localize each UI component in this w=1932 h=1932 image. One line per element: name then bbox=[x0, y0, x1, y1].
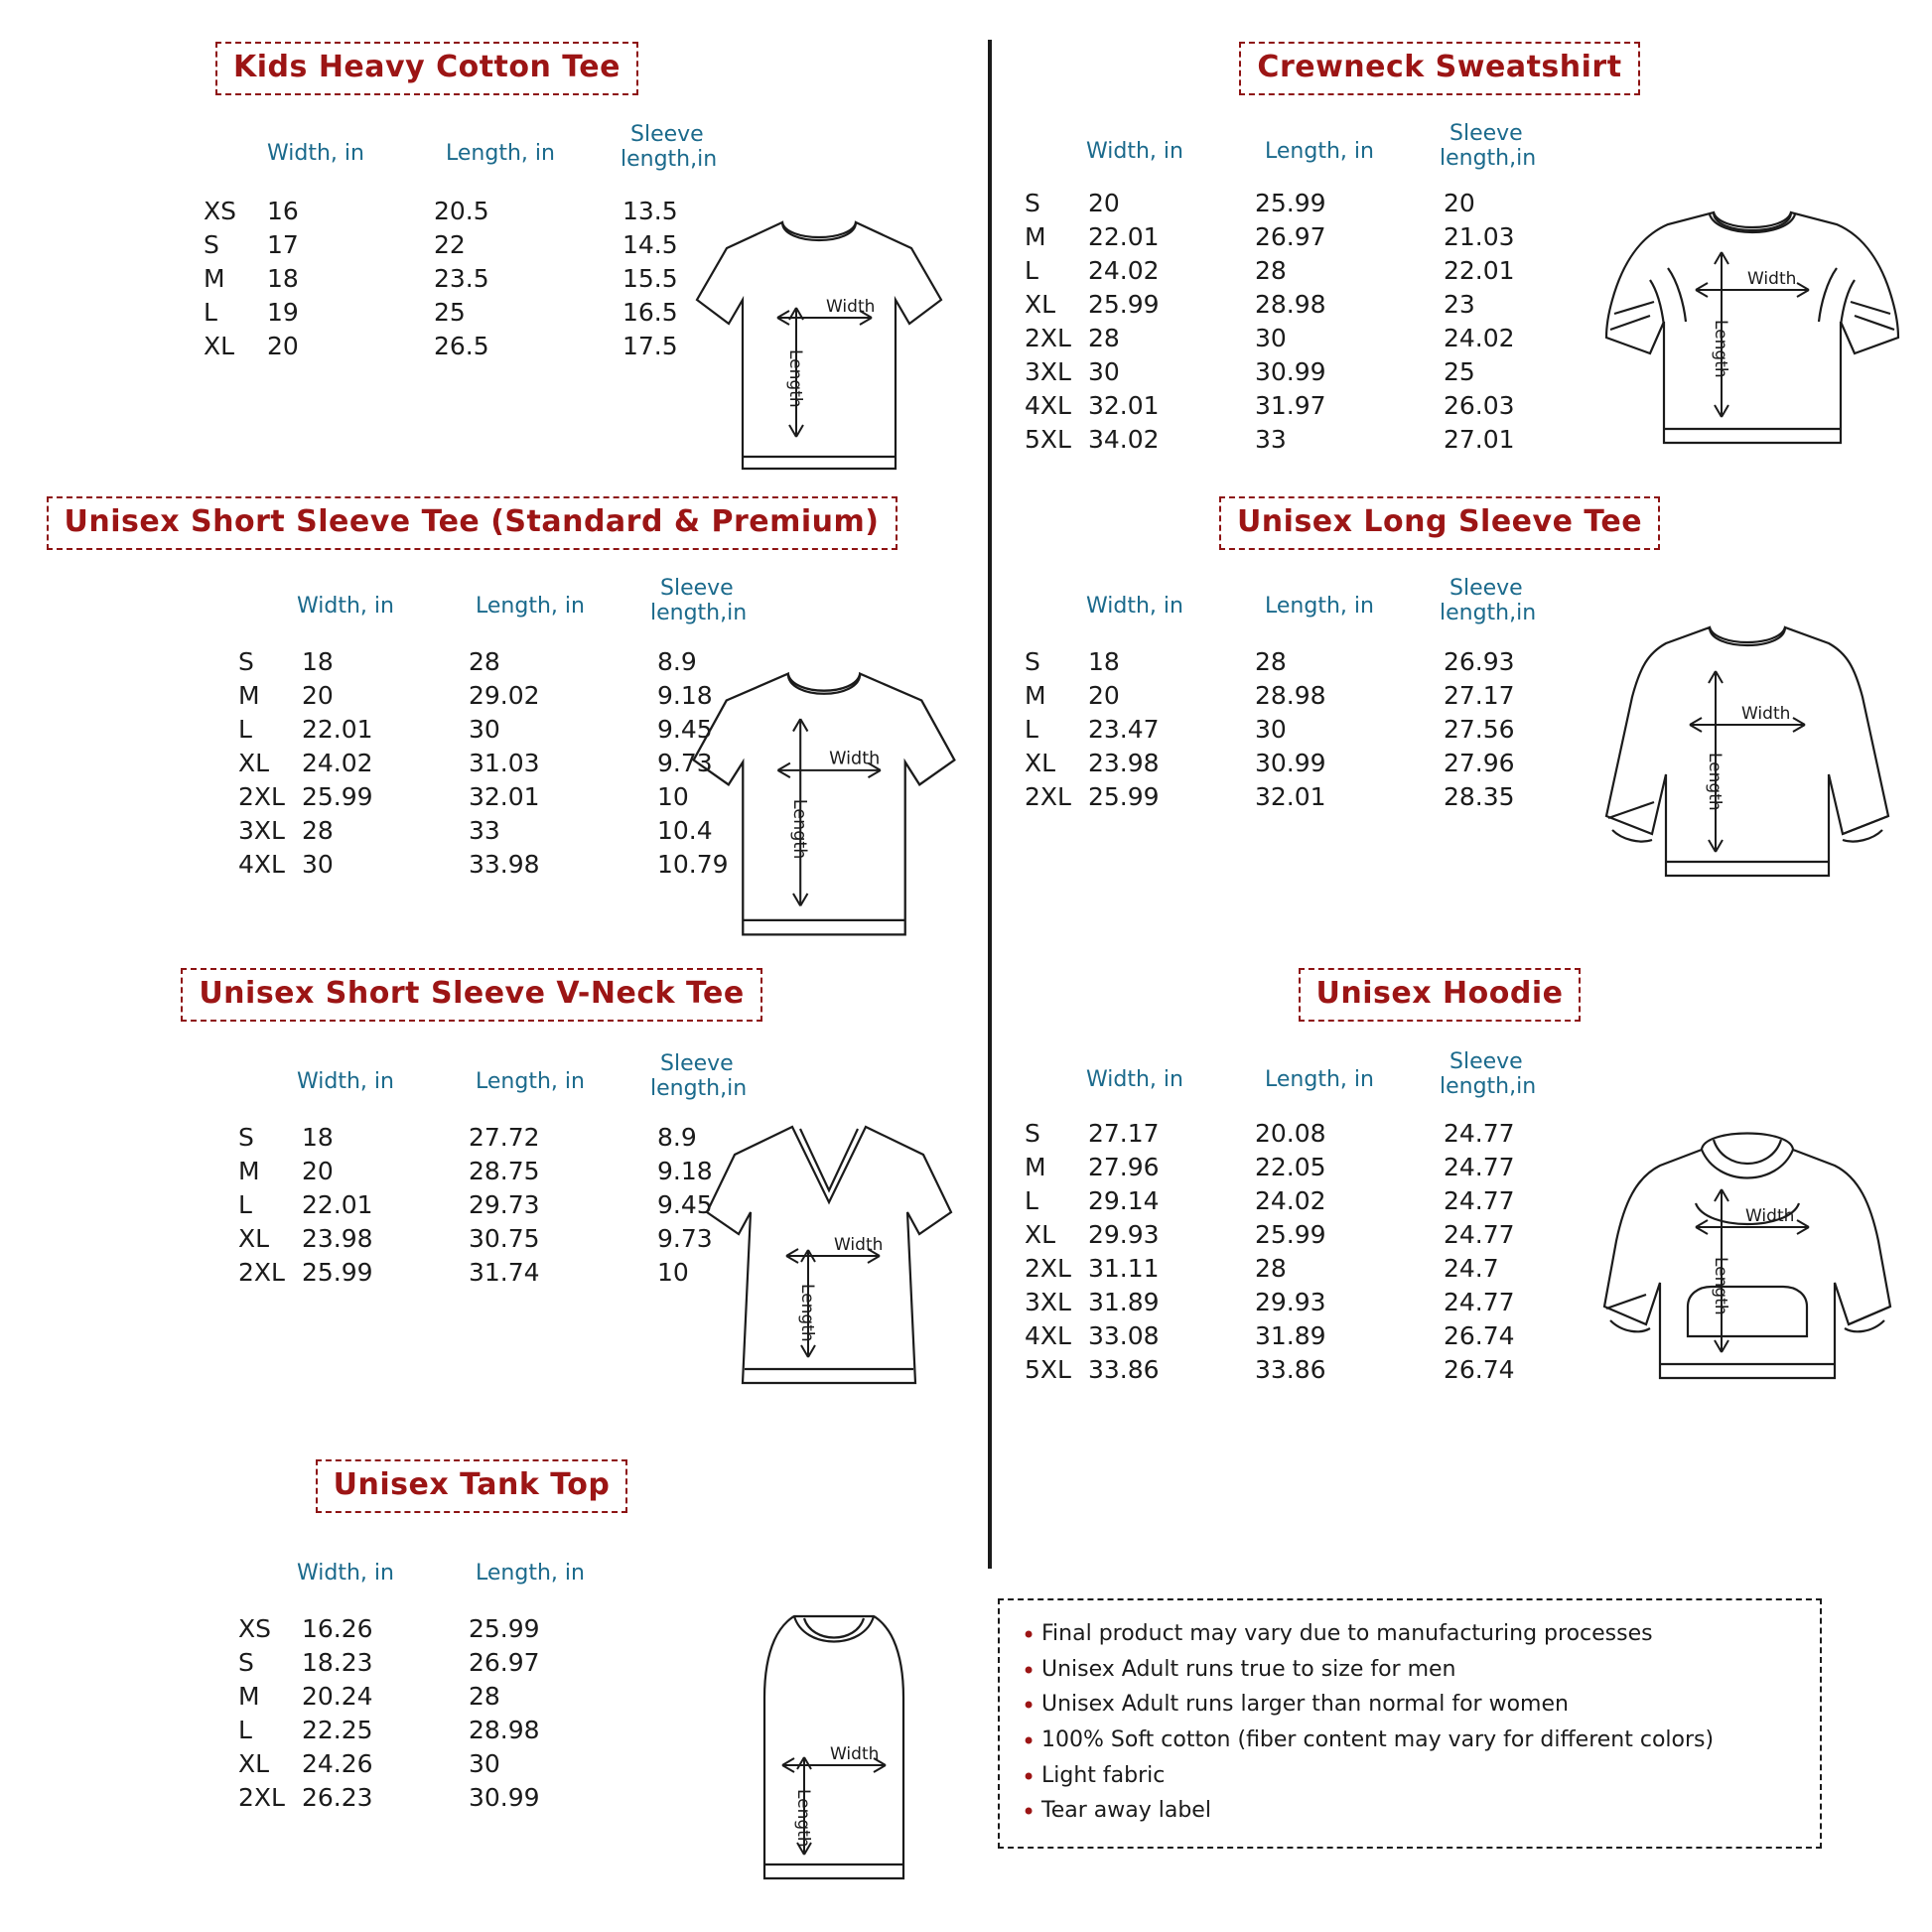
cell-sleeve: 27.96 bbox=[1444, 749, 1515, 777]
cell-length: 33 bbox=[469, 816, 500, 845]
cell-length: 25.99 bbox=[469, 1614, 540, 1643]
cell-size: XS bbox=[238, 1614, 271, 1643]
cell-size: 5XL bbox=[1025, 1355, 1071, 1384]
cell-width: 19 bbox=[267, 298, 299, 327]
garment-illustration-tank bbox=[725, 1598, 943, 1896]
cell-size: M bbox=[204, 264, 225, 293]
cell-width: 33.08 bbox=[1088, 1321, 1160, 1350]
table-row bbox=[1025, 423, 1515, 457]
cell-length: 26.97 bbox=[1255, 222, 1326, 251]
col-header-sleeve-1: Sleeve bbox=[1449, 1049, 1523, 1074]
col-header-sleeve-2: length,in bbox=[1440, 146, 1537, 171]
cell-width: 20 bbox=[1088, 189, 1120, 217]
col-header-width: Width, in bbox=[297, 1069, 394, 1094]
label-width: Width bbox=[1747, 269, 1797, 289]
size-table-unisex-long-sleeve-tee bbox=[1025, 645, 1515, 814]
table-row bbox=[238, 679, 729, 713]
cell-sleeve: 27.17 bbox=[1444, 681, 1515, 710]
table-row bbox=[1025, 355, 1515, 389]
table-row bbox=[1025, 389, 1515, 423]
cell-width: 32.01 bbox=[1088, 391, 1160, 420]
cell-width: 23.47 bbox=[1088, 715, 1160, 744]
table-header bbox=[273, 572, 829, 633]
cell-size: XL bbox=[204, 332, 235, 360]
table-row bbox=[1025, 187, 1515, 220]
cell-size: 3XL bbox=[1025, 1288, 1071, 1316]
table-row bbox=[204, 262, 678, 296]
table-row bbox=[238, 1256, 713, 1290]
size-table-unisex-tank-top bbox=[238, 1612, 657, 1815]
cell-length: 30 bbox=[469, 1749, 500, 1778]
cell-width: 33.86 bbox=[1088, 1355, 1160, 1384]
cell-sleeve: 9.18 bbox=[657, 681, 713, 710]
table-row bbox=[238, 848, 729, 882]
cell-length: 25.99 bbox=[1255, 189, 1326, 217]
cell-size: L bbox=[204, 298, 217, 327]
cell-sleeve: 16.5 bbox=[622, 298, 678, 327]
col-header-sleeve-2: length,in bbox=[621, 147, 718, 172]
table-row bbox=[1025, 1353, 1515, 1387]
cell-size: 2XL bbox=[1025, 782, 1071, 811]
col-header-length: Length, in bbox=[476, 594, 585, 619]
size-table-unisex-short-sleeve-v-neck-tee bbox=[238, 1121, 713, 1290]
table-row bbox=[1025, 1319, 1515, 1353]
label-width: Width bbox=[1741, 704, 1791, 724]
cell-width: 22.01 bbox=[1088, 222, 1160, 251]
cell-length: 28 bbox=[1255, 256, 1287, 285]
cell-sleeve: 27.56 bbox=[1444, 715, 1515, 744]
cell-size: 4XL bbox=[1025, 391, 1071, 420]
cell-size: XL bbox=[238, 1749, 270, 1778]
col-header-length: Length, in bbox=[1265, 139, 1374, 164]
cell-length: 26.97 bbox=[469, 1648, 540, 1677]
cell-size: S bbox=[204, 230, 219, 259]
cell-length: 30 bbox=[469, 715, 500, 744]
table-row bbox=[238, 1188, 713, 1222]
size-table-crewneck-sweatshirt bbox=[1025, 187, 1515, 457]
cell-length: 24.02 bbox=[1255, 1186, 1326, 1215]
table-row bbox=[238, 713, 729, 747]
cell-width: 22.25 bbox=[302, 1716, 373, 1744]
cell-length: 30.99 bbox=[469, 1783, 540, 1812]
cell-sleeve: 28.35 bbox=[1444, 782, 1515, 811]
cell-size: M bbox=[238, 1682, 260, 1711]
cell-sleeve: 24.77 bbox=[1444, 1153, 1515, 1181]
cell-length: 28 bbox=[1255, 647, 1287, 676]
cell-sleeve: 24.02 bbox=[1444, 324, 1515, 352]
table-row bbox=[204, 195, 678, 228]
cell-size: M bbox=[238, 681, 260, 710]
col-header-sleeve-1: Sleeve bbox=[1449, 121, 1523, 146]
cell-sleeve: 17.5 bbox=[622, 332, 678, 360]
col-header-sleeve-1: Sleeve bbox=[1449, 576, 1523, 601]
cell-sleeve: 26.74 bbox=[1444, 1355, 1515, 1384]
cell-sleeve: 9.73 bbox=[657, 749, 713, 777]
garment-illustration-tshirt bbox=[675, 201, 963, 488]
cell-sleeve: 14.5 bbox=[622, 230, 678, 259]
table-row bbox=[1025, 1218, 1515, 1252]
col-header-length: Length, in bbox=[476, 1561, 585, 1586]
table-row bbox=[238, 1714, 657, 1747]
cell-sleeve: 24.77 bbox=[1444, 1119, 1515, 1148]
cell-length: 31.89 bbox=[1255, 1321, 1326, 1350]
cell-size: 4XL bbox=[1025, 1321, 1071, 1350]
col-header-width: Width, in bbox=[267, 141, 364, 166]
table-row bbox=[238, 1155, 713, 1188]
cell-size: 3XL bbox=[1025, 357, 1071, 386]
cell-width: 24.26 bbox=[302, 1749, 373, 1778]
note-item: • Final product may vary due to manufacturing processes bbox=[1022, 1616, 1800, 1652]
table-row bbox=[238, 645, 729, 679]
cell-length: 28.98 bbox=[469, 1716, 540, 1744]
cell-length: 32.01 bbox=[1255, 782, 1326, 811]
table-row bbox=[1025, 747, 1515, 780]
garment-illustration-tshirt bbox=[675, 655, 973, 953]
cell-sleeve: 26.74 bbox=[1444, 1321, 1515, 1350]
col-header-sleeve-2: length,in bbox=[1440, 1074, 1537, 1099]
cell-length: 25 bbox=[434, 298, 466, 327]
table-row bbox=[1025, 220, 1515, 254]
col-header-width: Width, in bbox=[1086, 139, 1183, 164]
section-unisex-long-sleeve-tee bbox=[1003, 496, 1926, 963]
cell-width: 18 bbox=[302, 1123, 334, 1152]
cell-size: S bbox=[238, 1648, 254, 1677]
garment-illustration-sweatshirt bbox=[1588, 181, 1916, 469]
table-row bbox=[1025, 713, 1515, 747]
cell-sleeve: 26.03 bbox=[1444, 391, 1515, 420]
cell-width: 25.99 bbox=[302, 782, 373, 811]
cell-width: 23.98 bbox=[302, 1224, 373, 1253]
col-header-width: Width, in bbox=[297, 1561, 394, 1586]
cell-size: L bbox=[1025, 715, 1038, 744]
cell-length: 23.5 bbox=[434, 264, 489, 293]
cell-size: 2XL bbox=[1025, 1254, 1071, 1283]
table-row bbox=[1025, 254, 1515, 288]
cell-length: 32.01 bbox=[469, 782, 540, 811]
table-header bbox=[273, 1047, 829, 1109]
cell-width: 31.11 bbox=[1088, 1254, 1160, 1283]
cell-width: 27.96 bbox=[1088, 1153, 1160, 1181]
notes-panel bbox=[998, 1598, 1822, 1849]
cell-size: 2XL bbox=[238, 1783, 285, 1812]
cell-sleeve: 24.77 bbox=[1444, 1220, 1515, 1249]
cell-length: 29.02 bbox=[469, 681, 540, 710]
cell-width: 27.17 bbox=[1088, 1119, 1160, 1148]
label-length: Length bbox=[1711, 320, 1730, 378]
cell-sleeve: 13.5 bbox=[622, 197, 678, 225]
section-unisex-tank-top bbox=[30, 1459, 973, 1906]
cell-length: 27.72 bbox=[469, 1123, 540, 1152]
cell-size: 2XL bbox=[1025, 324, 1071, 352]
cell-width: 20 bbox=[302, 681, 334, 710]
table-row bbox=[238, 747, 729, 780]
cell-length: 25.99 bbox=[1255, 1220, 1326, 1249]
cell-length: 31.74 bbox=[469, 1258, 540, 1287]
cell-size: 2XL bbox=[238, 1258, 285, 1287]
cell-width: 16 bbox=[267, 197, 299, 225]
vertical-divider bbox=[988, 40, 992, 1569]
garment-illustration-vneck bbox=[685, 1107, 973, 1405]
cell-sleeve: 9.73 bbox=[657, 1224, 713, 1253]
cell-length: 22.05 bbox=[1255, 1153, 1326, 1181]
table-row bbox=[238, 1781, 657, 1815]
cell-size: M bbox=[1025, 681, 1046, 710]
col-header-width: Width, in bbox=[297, 594, 394, 619]
cell-width: 18.23 bbox=[302, 1648, 373, 1677]
cell-size: L bbox=[1025, 1186, 1038, 1215]
cell-sleeve: 23 bbox=[1444, 290, 1475, 319]
cell-length: 30.99 bbox=[1255, 749, 1326, 777]
size-table-unisex-hoodie bbox=[1025, 1117, 1515, 1387]
cell-length: 20.5 bbox=[434, 197, 489, 225]
cell-width: 25.99 bbox=[302, 1258, 373, 1287]
cell-size: 2XL bbox=[238, 782, 285, 811]
cell-size: XL bbox=[1025, 749, 1056, 777]
cell-size: 3XL bbox=[238, 816, 285, 845]
cell-length: 33.86 bbox=[1255, 1355, 1326, 1384]
table-header bbox=[1062, 117, 1618, 179]
cell-length: 28.98 bbox=[1255, 290, 1326, 319]
cell-length: 30 bbox=[1255, 324, 1287, 352]
cell-width: 22.01 bbox=[302, 1190, 373, 1219]
cell-width: 31.89 bbox=[1088, 1288, 1160, 1316]
note-item: • Unisex Adult runs larger than normal for women bbox=[1022, 1687, 1800, 1723]
col-header-width: Width, in bbox=[1086, 594, 1183, 619]
cell-length: 33 bbox=[1255, 425, 1287, 454]
col-header-sleeve-1: Sleeve bbox=[660, 576, 734, 601]
cell-size: L bbox=[238, 1716, 252, 1744]
cell-sleeve: 9.18 bbox=[657, 1157, 713, 1185]
col-header-sleeve-2: length,in bbox=[1440, 601, 1537, 625]
cell-size: L bbox=[238, 715, 252, 744]
cell-sleeve: 26.93 bbox=[1444, 647, 1515, 676]
cell-size: 4XL bbox=[238, 850, 285, 879]
section-crewneck-sweatshirt bbox=[1003, 42, 1926, 498]
section-title: Crewneck Sweatshirt bbox=[1239, 42, 1639, 95]
table-row bbox=[1025, 1252, 1515, 1286]
section-title: Kids Heavy Cotton Tee bbox=[215, 42, 638, 95]
cell-length: 28 bbox=[469, 647, 500, 676]
cell-width: 29.14 bbox=[1088, 1186, 1160, 1215]
cell-width: 17 bbox=[267, 230, 299, 259]
cell-sleeve: 9.45 bbox=[657, 1190, 713, 1219]
cell-size: XS bbox=[204, 197, 236, 225]
cell-width: 26.23 bbox=[302, 1783, 373, 1812]
table-row bbox=[1025, 780, 1515, 814]
cell-length: 29.73 bbox=[469, 1190, 540, 1219]
cell-width: 24.02 bbox=[302, 749, 373, 777]
cell-width: 25.99 bbox=[1088, 782, 1160, 811]
cell-width: 24.02 bbox=[1088, 256, 1160, 285]
section-unisex-short-sleeve-v-neck-tee bbox=[30, 968, 973, 1405]
cell-sleeve: 21.03 bbox=[1444, 222, 1515, 251]
label-length: Length bbox=[793, 1789, 813, 1848]
table-row bbox=[1025, 1117, 1515, 1151]
cell-size: S bbox=[1025, 1119, 1040, 1148]
col-header-sleeve-1: Sleeve bbox=[630, 122, 704, 147]
cell-size: S bbox=[238, 647, 254, 676]
label-length: Length bbox=[789, 798, 809, 860]
cell-width: 20 bbox=[267, 332, 299, 360]
notes-list bbox=[1022, 1616, 1800, 1829]
table-row bbox=[238, 1612, 657, 1646]
cell-length: 28 bbox=[1255, 1254, 1287, 1283]
cell-width: 29.93 bbox=[1088, 1220, 1160, 1249]
cell-width: 34.02 bbox=[1088, 425, 1160, 454]
note-item: • Light fabric bbox=[1022, 1758, 1800, 1794]
section-unisex-short-sleeve-tee bbox=[30, 496, 973, 963]
cell-length: 22 bbox=[434, 230, 466, 259]
cell-size: XL bbox=[1025, 290, 1056, 319]
table-header bbox=[273, 1539, 829, 1600]
cell-sleeve: 10.79 bbox=[657, 850, 729, 879]
cell-sleeve: 15.5 bbox=[622, 264, 678, 293]
cell-width: 25.99 bbox=[1088, 290, 1160, 319]
garment-illustration-hoodie bbox=[1579, 1112, 1916, 1410]
note-item: • Tear away label bbox=[1022, 1793, 1800, 1829]
cell-size: XL bbox=[238, 749, 270, 777]
cell-width: 22.01 bbox=[302, 715, 373, 744]
table-header bbox=[1062, 1045, 1618, 1107]
table-row bbox=[1025, 1184, 1515, 1218]
section-title: Unisex Tank Top bbox=[316, 1459, 628, 1513]
note-item: • Unisex Adult runs true to size for men bbox=[1022, 1652, 1800, 1688]
label-length: Length bbox=[797, 1284, 817, 1342]
cell-size: S bbox=[1025, 189, 1040, 217]
cell-size: L bbox=[238, 1190, 252, 1219]
cell-length: 26.5 bbox=[434, 332, 489, 360]
cell-sleeve: 24.77 bbox=[1444, 1288, 1515, 1316]
cell-sleeve: 10.4 bbox=[657, 816, 713, 845]
col-header-length: Length, in bbox=[476, 1069, 585, 1094]
table-header bbox=[1062, 572, 1618, 633]
section-title: Unisex Long Sleeve Tee bbox=[1219, 496, 1660, 550]
cell-sleeve: 8.9 bbox=[657, 647, 697, 676]
cell-sleeve: 24.77 bbox=[1444, 1186, 1515, 1215]
table-row bbox=[1025, 322, 1515, 355]
cell-sleeve: 8.9 bbox=[657, 1123, 697, 1152]
col-header-length: Length, in bbox=[1265, 1067, 1374, 1092]
table-row bbox=[1025, 288, 1515, 322]
cell-width: 30 bbox=[302, 850, 334, 879]
cell-length: 30.99 bbox=[1255, 357, 1326, 386]
cell-size: XL bbox=[238, 1224, 270, 1253]
col-header-sleeve-1: Sleeve bbox=[660, 1051, 734, 1076]
section-title: Unisex Hoodie bbox=[1299, 968, 1582, 1022]
cell-size: S bbox=[238, 1123, 254, 1152]
garment-illustration-longsleeve bbox=[1579, 606, 1916, 903]
label-width: Width bbox=[834, 1235, 884, 1255]
table-row bbox=[204, 330, 678, 363]
table-row bbox=[238, 1747, 657, 1781]
cell-width: 28 bbox=[302, 816, 334, 845]
table-row bbox=[1025, 645, 1515, 679]
cell-width: 20 bbox=[302, 1157, 334, 1185]
cell-length: 29.93 bbox=[1255, 1288, 1326, 1316]
label-length: Length bbox=[1705, 753, 1725, 811]
cell-width: 20.24 bbox=[302, 1682, 373, 1711]
table-row bbox=[238, 1121, 713, 1155]
cell-length: 33.98 bbox=[469, 850, 540, 879]
cell-length: 28.98 bbox=[1255, 681, 1326, 710]
col-header-length: Length, in bbox=[446, 141, 555, 166]
cell-sleeve: 27.01 bbox=[1444, 425, 1515, 454]
cell-length: 31.97 bbox=[1255, 391, 1326, 420]
cell-length: 28.75 bbox=[469, 1157, 540, 1185]
section-unisex-hoodie bbox=[1003, 968, 1926, 1454]
note-item: • 100% Soft cotton (fiber content may vary for different colors) bbox=[1022, 1723, 1800, 1758]
label-width: Width bbox=[830, 1744, 880, 1764]
cell-size: XL bbox=[1025, 1220, 1056, 1249]
cell-size: M bbox=[1025, 1153, 1046, 1181]
cell-width: 23.98 bbox=[1088, 749, 1160, 777]
cell-size: S bbox=[1025, 647, 1040, 676]
cell-length: 30.75 bbox=[469, 1224, 540, 1253]
label-length: Length bbox=[785, 349, 805, 408]
table-row bbox=[204, 228, 678, 262]
cell-sleeve: 10 bbox=[657, 782, 689, 811]
cell-sleeve: 22.01 bbox=[1444, 256, 1515, 285]
label-length: Length bbox=[1711, 1257, 1730, 1315]
section-kids-heavy-cotton-tee bbox=[30, 42, 973, 488]
cell-sleeve: 9.45 bbox=[657, 715, 713, 744]
table-header bbox=[243, 119, 799, 181]
cell-size: M bbox=[1025, 222, 1046, 251]
col-header-width: Width, in bbox=[1086, 1067, 1183, 1092]
table-row bbox=[238, 1680, 657, 1714]
cell-width: 18 bbox=[1088, 647, 1120, 676]
cell-length: 28 bbox=[469, 1682, 500, 1711]
cell-sleeve: 25 bbox=[1444, 357, 1475, 386]
cell-size: M bbox=[238, 1157, 260, 1185]
cell-length: 20.08 bbox=[1255, 1119, 1326, 1148]
cell-width: 16.26 bbox=[302, 1614, 373, 1643]
label-width: Width bbox=[826, 297, 876, 317]
label-width: Width bbox=[1745, 1206, 1795, 1226]
size-table-kids-heavy-cotton-tee bbox=[204, 195, 678, 363]
cell-size: 5XL bbox=[1025, 425, 1071, 454]
cell-length: 30 bbox=[1255, 715, 1287, 744]
size-table-unisex-short-sleeve-tee bbox=[238, 645, 729, 882]
table-row bbox=[1025, 679, 1515, 713]
label-width: Width bbox=[829, 749, 881, 769]
section-title: Unisex Short Sleeve V-Neck Tee bbox=[181, 968, 761, 1022]
cell-width: 28 bbox=[1088, 324, 1120, 352]
cell-width: 30 bbox=[1088, 357, 1120, 386]
cell-width: 18 bbox=[267, 264, 299, 293]
cell-width: 20 bbox=[1088, 681, 1120, 710]
table-row bbox=[1025, 1286, 1515, 1319]
col-header-sleeve-2: length,in bbox=[650, 1076, 748, 1101]
col-header-length: Length, in bbox=[1265, 594, 1374, 619]
cell-size: L bbox=[1025, 256, 1038, 285]
cell-sleeve: 10 bbox=[657, 1258, 689, 1287]
cell-length: 31.03 bbox=[469, 749, 540, 777]
table-row bbox=[238, 1222, 713, 1256]
table-row bbox=[1025, 1151, 1515, 1184]
table-row bbox=[238, 1646, 657, 1680]
section-title: Unisex Short Sleeve Tee (Standard & Premium) bbox=[47, 496, 897, 550]
cell-sleeve: 20 bbox=[1444, 189, 1475, 217]
table-row bbox=[238, 814, 729, 848]
table-row bbox=[238, 780, 729, 814]
cell-width: 18 bbox=[302, 647, 334, 676]
col-header-sleeve-2: length,in bbox=[650, 601, 748, 625]
cell-sleeve: 24.7 bbox=[1444, 1254, 1499, 1283]
table-row bbox=[204, 296, 678, 330]
